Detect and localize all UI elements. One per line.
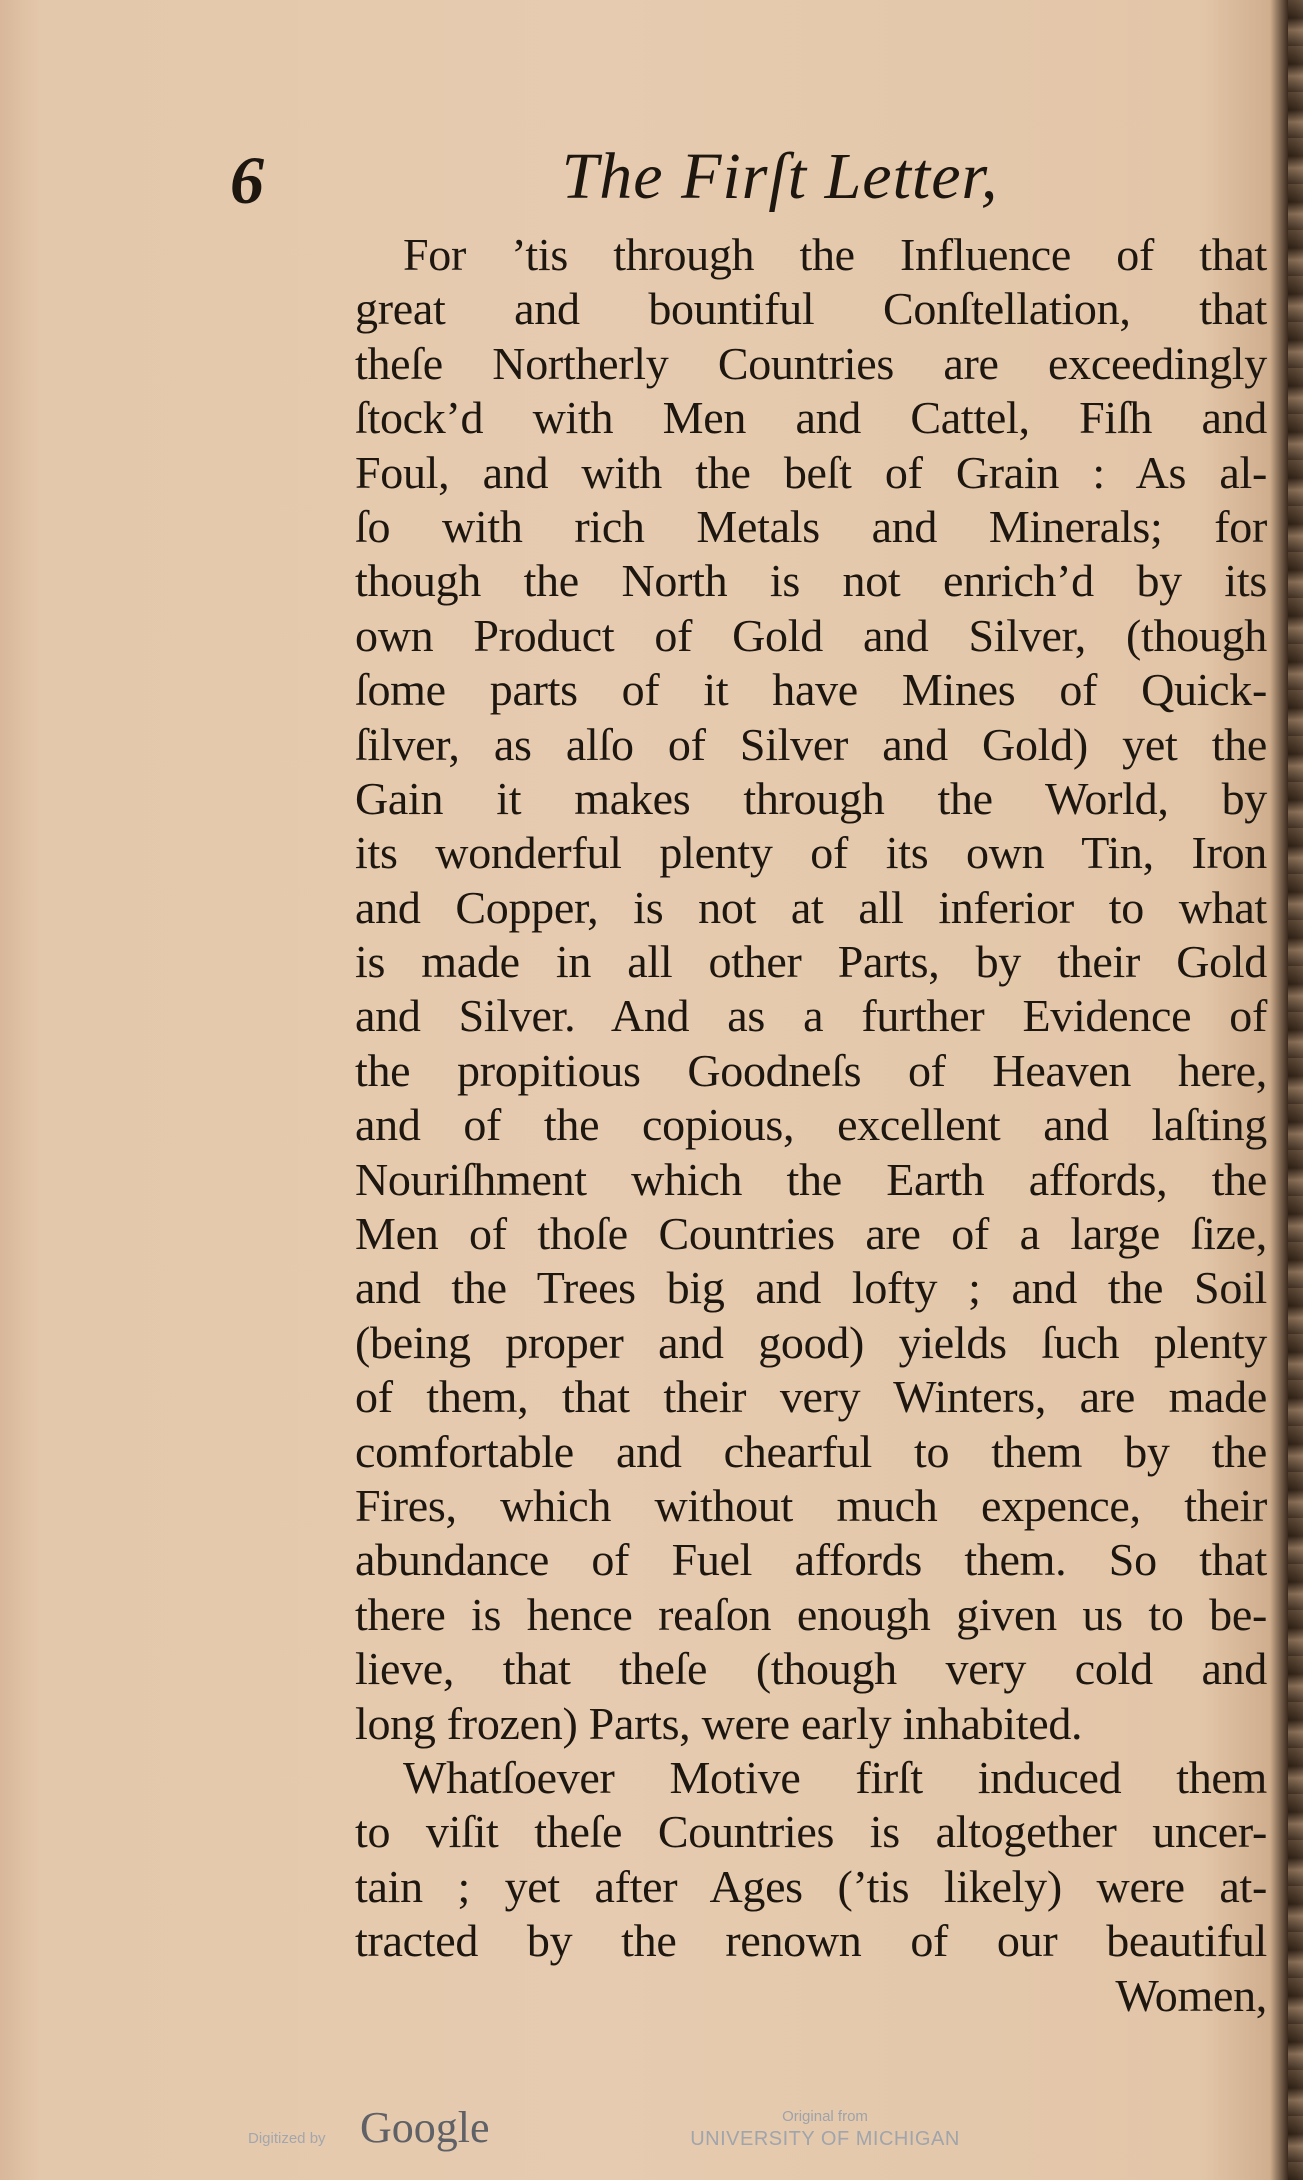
text-line: and the Trees big and lofty ; and the Soil	[355, 1262, 1267, 1314]
text-line: to viſit theſe Countries is altogether uncer-	[355, 1806, 1267, 1858]
text-line: lieve, that theſe (though very cold and	[355, 1643, 1267, 1695]
text-line: though the North is not enrich’d by its	[355, 555, 1267, 607]
text-line: For ’tis through the Influence of that	[403, 229, 1267, 280]
running-title: The Firſt Letter,	[561, 140, 999, 213]
university-label: UNIVERSITY OF MICHIGAN	[690, 2128, 960, 2150]
text-line: Nouriſhment which the Earth affords, the	[355, 1153, 1267, 1205]
text-line: long frozen) Parts, were early inhabited.	[355, 1697, 1083, 1749]
original-from-label: Original from	[782, 2108, 868, 2125]
text-line: is made in all other Parts, by their Gold	[355, 936, 1267, 988]
text-line: and of the copious, excellent and laſting	[355, 1099, 1267, 1151]
page-number: 6	[230, 142, 264, 218]
text-line: Fires, which without much expence, their	[355, 1479, 1267, 1531]
text-line: Whatſoever Motive firſt induced them	[403, 1751, 1267, 1803]
digitized-by-label: Digitized by	[248, 2130, 326, 2147]
text-line: Men of thoſe Countries are of a large ſize,	[355, 1208, 1267, 1260]
text-line: ſo with rich Metals and Minerals; for	[355, 500, 1267, 552]
text-line: (being proper and good) yields ſuch plenty	[355, 1316, 1267, 1368]
text-line: own Product of Gold and Silver, (though	[355, 609, 1267, 661]
text-line: Foul, and with the beſt of Grain : As al-	[355, 446, 1267, 498]
text-line: comfortable and chearful to them by the	[355, 1425, 1267, 1477]
catchword: Women,	[1115, 1969, 1267, 2021]
body-text	[355, 228, 1267, 2023]
text-line: ſome parts of it have Mines of Quick-	[355, 664, 1267, 716]
text-line: tracted by the renown of our beautiful	[355, 1915, 1267, 1967]
text-line: and Silver. And as a further Evidence of	[355, 990, 1267, 1042]
text-line: of them, that their very Winters, are made	[355, 1371, 1267, 1423]
text-line: theſe Northerly Countries are exceedingly	[355, 337, 1267, 389]
digitization-watermark	[0, 2100, 1303, 2160]
text-line: Gain it makes through the World, by	[355, 772, 1267, 824]
text-line: abundance of Fuel affords them. So that	[355, 1534, 1267, 1586]
text-line: and Copper, is not at all inferior to what	[355, 881, 1267, 933]
text-line: the propitious Goodneſs of Heaven here,	[355, 1044, 1267, 1096]
text-line: ſilver, as alſo of Silver and Gold) yet the	[355, 718, 1267, 770]
text-line: its wonderful plenty of its own Tin, Iron	[355, 827, 1267, 879]
text-line: great and bountiful Conſtellation, that	[355, 283, 1267, 335]
text-line: tain ; yet after Ages (’tis likely) were at-	[355, 1860, 1267, 1912]
page-edge-binding	[1288, 0, 1303, 2180]
google-logo: Google	[360, 2103, 490, 2152]
text-line: ſtock’d with Men and Cattel, Fiſh and	[355, 392, 1267, 444]
text-line: there is hence reaſon enough given us to be-	[355, 1588, 1267, 1640]
